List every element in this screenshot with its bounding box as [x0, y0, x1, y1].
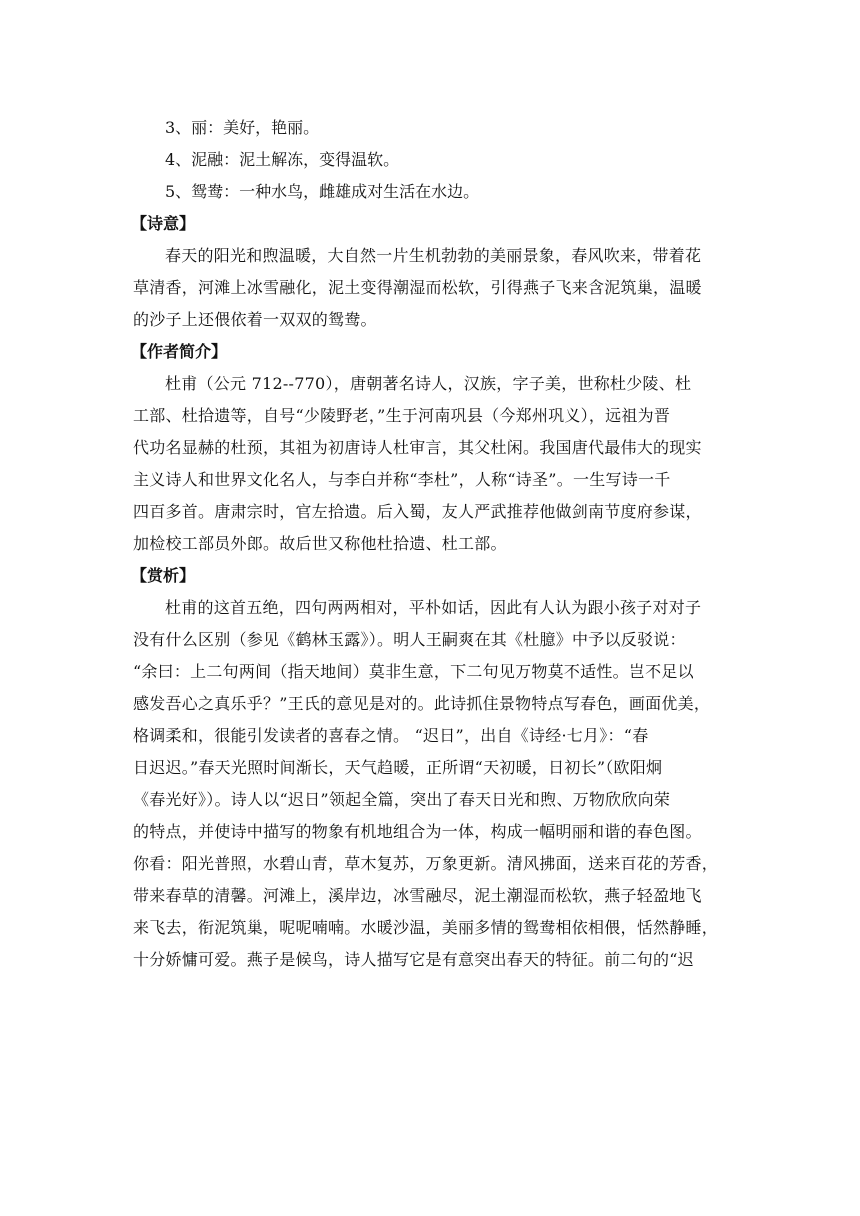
paragraph-line: 春天的阳光和煦温暖，大自然一片生机勃勃的美丽景象，春风吹来，带着花	[165, 246, 702, 265]
paragraph-line: 加检校工部员外郎。故后世又称他杜拾遗、杜工部。	[133, 534, 507, 553]
paragraph-line: 的特点，并使诗中描写的物象有机地组合为一体，构成一幅明丽和谐的春色图。	[133, 822, 702, 841]
paragraph-line: 杜甫（公元 712--770），唐朝著名诗人，汉族，字子美，世称杜少陵、杜	[165, 374, 692, 393]
document-page	[133, 112, 733, 976]
paragraph-line: 十分娇慵可爱。燕子是候鸟，诗人描写它是有意突出春天的特征。前二句的“迟	[133, 950, 694, 969]
paragraph-line: 主义诗人和世界文化名人，与李白并称“李杜”，人称“诗圣”。一生写诗一千	[133, 470, 671, 489]
section-heading: 【作者简介】	[131, 342, 228, 361]
paragraph-line: “余曰：上二句两间（指天地间）莫非生意，下二句见万物莫不适性。岂不足以	[133, 662, 694, 681]
paragraph-line: 草清香，河滩上冰雪融化，泥土变得潮湿而松软，引得燕子飞来含泥筑巢，温暖	[133, 278, 702, 297]
section-analysis	[133, 560, 733, 976]
note-item: 5、鸳鸯：一种水鸟，雌雄成对生活在水边。	[165, 182, 480, 201]
paragraph-line: 日迟迟。”春天光照时间渐长，天气趋暖，正所谓“天初暖，日初长”（欧阳炯	[133, 758, 663, 777]
paragraph-line: 你看：阳光普照，水碧山青，草木复苏，万象更新。清风拂面，送来百花的芳香，	[133, 854, 719, 873]
paragraph-line: 《春光好》）。诗人以“迟日”领起全篇，突出了春天日光和煦、万物欣欣向荣	[133, 790, 671, 809]
paragraph-line: 来飞去，衔泥筑巢，呢呢喃喃。水暖沙温，美丽多情的鸳鸯相依相偎，恬然静睡，	[133, 918, 719, 937]
paragraph-line: 格调柔和，很能引发读者的喜春之情。 “迟日”，出自《诗经·七月》：“春	[133, 726, 649, 745]
section-author	[133, 336, 733, 560]
paragraph-line: 带来春草的清馨。河滩上，溪岸边，冰雪融尽，泥土潮湿而松软，燕子轻盈地飞	[133, 886, 702, 905]
section-heading: 【诗意】	[131, 214, 196, 233]
notes-list	[133, 112, 733, 208]
note-item: 3、丽：美好，艳丽。	[165, 118, 320, 137]
paragraph-line: 杜甫的这首五绝，四句两两相对，平朴如话，因此有人认为跟小孩子对对子	[165, 598, 702, 617]
note-item: 4、泥融：泥土解冻，变得温软。	[165, 150, 400, 169]
paragraph-line: 感发吾心之真乐乎？”王氏的意见是对的。此诗抓住景物特点写春色，画面优美，	[133, 694, 711, 713]
section-heading: 【赏析】	[131, 566, 196, 585]
paragraph-line: 的沙子上还偎依着一双双的鸳鸯。	[133, 310, 377, 329]
paragraph-line: 四百多首。唐肃宗时，官左拾遗。后入蜀，友人严武推荐他做剑南节度府参谋，	[133, 502, 702, 521]
section-meaning	[133, 208, 733, 336]
paragraph-line: 代功名显赫的杜预，其祖为初唐诗人杜审言，其父杜闲。我国唐代最伟大的现实	[133, 438, 702, 457]
paragraph-line: 没有什么区别（参见《鹤林玉露》）。明人王嗣爽在其《杜臆》中予以反驳说：	[133, 630, 686, 649]
paragraph-line: 工部、杜拾遗等，自号“少陵野老，”生于河南巩县（今郑州巩义），远祖为晋	[133, 406, 671, 425]
